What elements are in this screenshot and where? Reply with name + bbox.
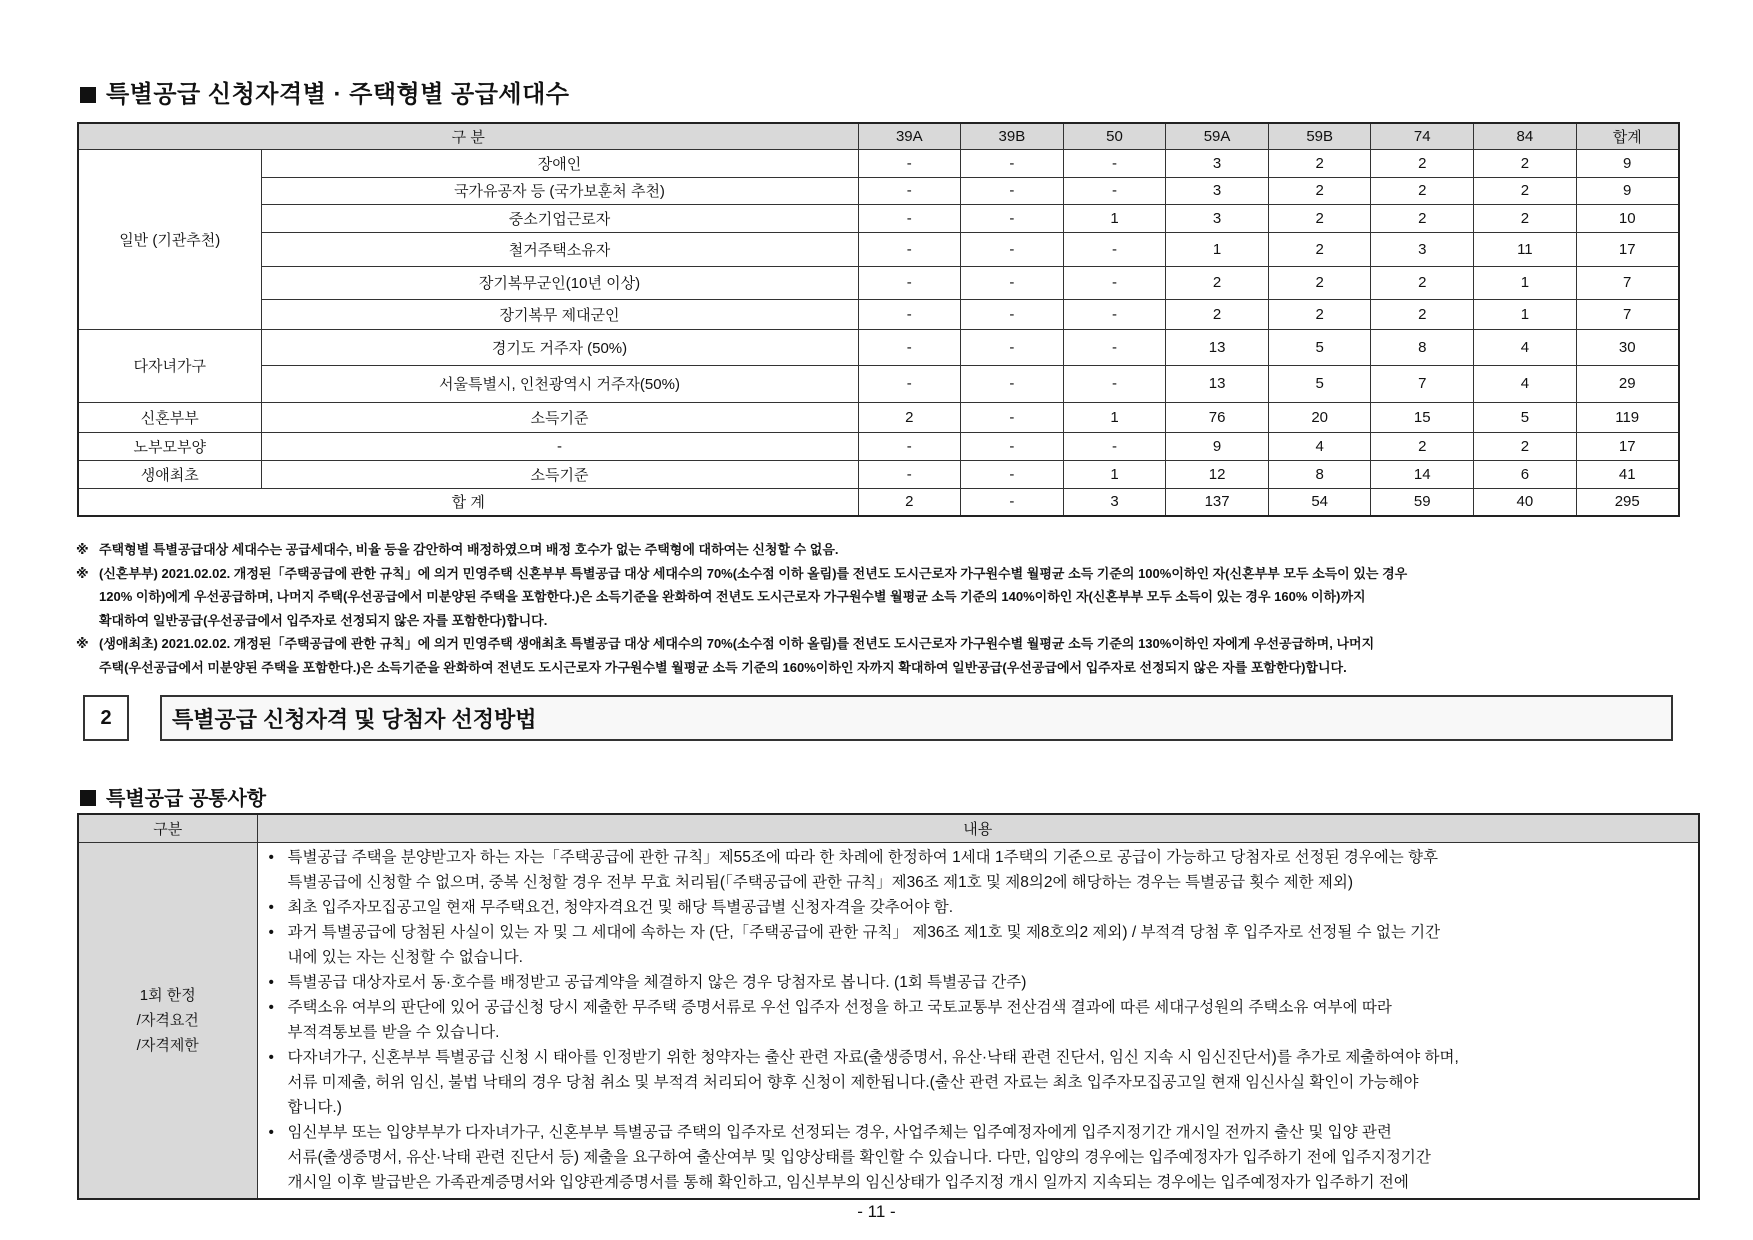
list-item <box>258 1045 1699 1120</box>
table-row <box>78 177 1679 204</box>
note-line: (신혼부부) 2021.02.02. 개정된「주택공급에 관한 규칙」에 의거 민영주택 신혼부부 특별공급 대상 세대수의 70%(소수점 이하 올림)를 전년도 도시근로자 가구원수별 월평균 소득 기준의 100%이하인 자(신혼부부 모두 소득이 있는 경우 <box>99 565 1408 581</box>
header-col: 39B <box>961 123 1064 149</box>
value-cell: 8 <box>1268 460 1371 488</box>
section-title: 특별공급 신청자격별 · 주택형별 공급세대수 <box>80 74 569 109</box>
value-cell: 11 <box>1474 232 1577 266</box>
total-label: 합 계 <box>78 488 858 516</box>
header-gubun: 구분 <box>78 814 257 843</box>
bullet-icon: • <box>268 849 274 866</box>
value-cell: 2 <box>1371 204 1474 232</box>
group-label: 신혼부부 <box>78 402 261 432</box>
header-col: 84 <box>1474 123 1577 149</box>
bullet-icon: • <box>268 1049 274 1066</box>
list-item <box>258 1120 1699 1195</box>
value-cell: 3 <box>1166 149 1269 177</box>
value-cell: 2 <box>1268 299 1371 329</box>
value-cell: 9 <box>1166 432 1269 460</box>
value-cell: - <box>858 329 961 365</box>
value-cell: 2 <box>1371 432 1474 460</box>
table-row <box>78 299 1679 329</box>
value-cell: - <box>858 232 961 266</box>
value-cell: 8 <box>1371 329 1474 365</box>
value-cell: 13 <box>1166 329 1269 365</box>
note-item <box>76 632 1696 679</box>
row-label: 중소기업근로자 <box>261 204 858 232</box>
bullet-icon: • <box>268 1124 274 1141</box>
value-cell: 2 <box>1268 204 1371 232</box>
note-line: 확대하여 일반공급(우선공급에서 입주자로 선정되지 않은 자를 포함한다)합니다. <box>99 612 548 628</box>
bullet-icon: • <box>268 924 274 941</box>
value-cell: - <box>858 204 961 232</box>
total-cell: 3 <box>1063 488 1166 516</box>
value-cell: - <box>858 365 961 402</box>
value-cell: 3 <box>1371 232 1474 266</box>
list-item <box>258 920 1699 970</box>
value-cell: - <box>858 432 961 460</box>
row-label: 장기복무 제대군인 <box>261 299 858 329</box>
value-cell: - <box>858 177 961 204</box>
value-cell: 6 <box>1474 460 1577 488</box>
total-cell: - <box>961 488 1064 516</box>
row-label: 철거주택소유자 <box>261 232 858 266</box>
category-cell: 1회 한정 /자격요건 /자격제한 <box>78 843 257 1200</box>
header-content: 내용 <box>257 814 1699 843</box>
note-line: 주택형별 특별공급대상 세대수는 공급세대수, 비율 등을 감안하여 배정하였으며 배정 호수가 없는 주택형에 대하여는 신청할 수 없음. <box>99 542 839 557</box>
header-col: 59B <box>1268 123 1371 149</box>
value-cell: - <box>1063 232 1166 266</box>
list-item <box>258 895 1699 920</box>
value-cell: 17 <box>1576 432 1679 460</box>
total-row <box>78 488 1679 516</box>
value-cell: 119 <box>1576 402 1679 432</box>
value-cell: 3 <box>1166 204 1269 232</box>
item-line: 특별공급 주택을 분양받고자 하는 자는「주택공급에 관한 규칙」제55조에 따라 한 차례에 한정하여 1세대 1주택의 기준으로 공급이 가능하고 당첨자로 선정된 경우에는 향후 <box>287 849 1438 866</box>
total-cell: 137 <box>1166 488 1269 516</box>
table-row <box>78 402 1679 432</box>
note-line: (생애최초) 2021.02.02. 개정된「주택공급에 관한 규칙」에 의거 민영주택 생애최초 특별공급 대상 세대수의 70%(소수점 이하 올림)를 전년도 도시근로자 가구원수별 월평균 소득 기준의 130%이하인 자에게 우선공급하며, 나머지 <box>99 636 1375 651</box>
value-cell: 2 <box>1474 149 1577 177</box>
item-line: 서류 미제출, 허위 임신, 불법 낙태의 경우 당첨 취소 및 부적격 처리되어 향후 신청이 제한됩니다.(출산 관련 자료는 최초 입주자모집공고일 현재 임신사실 확인이 가능해야 <box>287 1074 1419 1091</box>
value-cell: 14 <box>1371 460 1474 488</box>
value-cell: 4 <box>1474 365 1577 402</box>
value-cell: - <box>1063 177 1166 204</box>
value-cell: - <box>961 329 1064 365</box>
notes <box>76 538 1696 679</box>
value-cell: - <box>1063 266 1166 299</box>
value-cell: - <box>961 432 1064 460</box>
table-row <box>78 365 1679 402</box>
value-cell: 2 <box>1371 299 1474 329</box>
item-line: 특별공급에 신청할 수 없으며, 중복 신청할 경우 전부 무효 처리됨(「주택공급에 관한 규칙」제36조 제1호 및 제8의2에 해당하는 경우는 특별공급 횟수 제한 제외) <box>287 874 1353 891</box>
value-cell: 9 <box>1576 149 1679 177</box>
value-cell: - <box>961 299 1064 329</box>
value-cell: - <box>1063 329 1166 365</box>
value-cell: 15 <box>1371 402 1474 432</box>
value-cell: 2 <box>1474 432 1577 460</box>
value-cell: - <box>961 204 1064 232</box>
value-cell: 2 <box>1268 232 1371 266</box>
value-cell: 5 <box>1268 365 1371 402</box>
item-line: 임신부부 또는 입양부부가 다자녀가구, 신혼부부 특별공급 주택의 입주자로 선정되는 경우, 사업주체는 입주예정자에게 입주지정기간 개시일 전까지 출산 및 입양 관련 <box>287 1124 1392 1141</box>
header-col: 39A <box>858 123 961 149</box>
value-cell: - <box>961 402 1064 432</box>
table-row <box>78 149 1679 177</box>
value-cell: 1 <box>1166 232 1269 266</box>
value-cell: 9 <box>1576 177 1679 204</box>
value-cell: 1 <box>1063 402 1166 432</box>
value-cell: 3 <box>1166 177 1269 204</box>
value-cell: 30 <box>1576 329 1679 365</box>
item-line: 합니다.) <box>287 1099 342 1116</box>
value-cell: 5 <box>1268 329 1371 365</box>
header-col: 59A <box>1166 123 1269 149</box>
reference-mark-icon: ※ <box>76 542 89 557</box>
value-cell: - <box>1063 299 1166 329</box>
list-item <box>258 970 1699 995</box>
row-label: 서울특별시, 인천광역시 거주자(50%) <box>261 365 858 402</box>
value-cell: - <box>961 177 1064 204</box>
value-cell: 2 <box>1268 149 1371 177</box>
value-cell: 1 <box>1063 460 1166 488</box>
item-line: 특별공급 대상자로서 동·호수를 배정받고 공급계약을 체결하지 않은 경우 당첨자로 봅니다. (1회 특별공급 간주) <box>287 974 1027 991</box>
value-cell: 1 <box>1474 299 1577 329</box>
value-cell: - <box>1063 365 1166 402</box>
item-line: 서류(출생증명서, 유산·낙태 관련 진단서 등) 제출을 요구하여 출산여부 및 입양상태를 확인할 수 있습니다. 다만, 입양의 경우에는 입주예정자가 입주하기 전에 입주지정기간 <box>287 1149 1431 1166</box>
table-row <box>78 460 1679 488</box>
page-number: - 11 - <box>857 1202 896 1221</box>
row-label: - <box>261 432 858 460</box>
item-line: 개시일 이후 발급받은 가족관계증명서와 입양관계증명서를 통해 확인하고, 임신부부의 임신상태가 입주지정 개시 일까지 지속되는 경우에는 입주예정자가 입주하기 전에 <box>287 1174 1409 1191</box>
value-cell: 2 <box>1371 266 1474 299</box>
value-cell: 12 <box>1166 460 1269 488</box>
value-cell: - <box>858 266 961 299</box>
group-label: 일반 (기관추천) <box>78 149 261 329</box>
item-line: 내에 있는 자는 신청할 수 없습니다. <box>287 949 523 966</box>
item-line: 주택소유 여부의 판단에 있어 공급신청 당시 제출한 무주택 증명서류로 우선 입주자 선정을 하고 국토교통부 전산검색 결과에 따른 세대구성원의 주택소유 여부에 따라 <box>287 999 1392 1016</box>
table-row <box>78 266 1679 299</box>
table-row <box>78 204 1679 232</box>
row-label: 장애인 <box>261 149 858 177</box>
value-cell: 2 <box>1166 266 1269 299</box>
common-table <box>77 813 1700 1200</box>
value-cell: 29 <box>1576 365 1679 402</box>
header-category: 구 분 <box>78 123 858 149</box>
value-cell: 2 <box>1371 149 1474 177</box>
note-line: 120% 이하)에게 우선공급하며, 나머지 주택(우선공급에서 미분양된 주택을 포함한다.)은 소득기준을 완화하여 전년도 도시근로자 가구원수별 월평균 소득 기준의 140%이하인 자(신혼부부 모두 소득이 있는 경우 160% 이하)까지 <box>99 589 1366 604</box>
note-item <box>76 538 1696 562</box>
bullet-icon: • <box>268 899 274 916</box>
list-item <box>258 995 1699 1045</box>
common-title: 특별공급 공통사항 <box>80 782 266 811</box>
group-label: 생애최초 <box>78 460 261 488</box>
value-cell: 13 <box>1166 365 1269 402</box>
value-cell: - <box>961 232 1064 266</box>
value-cell: 5 <box>1474 402 1577 432</box>
bullet-icon: • <box>268 999 274 1016</box>
value-cell: - <box>1063 432 1166 460</box>
table-row <box>78 329 1679 365</box>
value-cell: 2 <box>1268 177 1371 204</box>
value-cell: 4 <box>1474 329 1577 365</box>
value-cell: - <box>1063 149 1166 177</box>
value-cell: 2 <box>1474 204 1577 232</box>
value-cell: 2 <box>1371 177 1474 204</box>
value-cell: 2 <box>1166 299 1269 329</box>
value-cell: 2 <box>858 402 961 432</box>
value-cell: 1 <box>1063 204 1166 232</box>
row-label: 경기도 거주자 (50%) <box>261 329 858 365</box>
total-cell: 40 <box>1474 488 1577 516</box>
note-line: 주택(우선공급에서 미분양된 주택을 포함한다.)은 소득기준을 완화하여 전년도 도시근로자 가구원수별 월평균 소득 기준의 160%이하인 자까지 확대하여 일반공급(우선공급에서 입주자로 선정되지 않은 자를 포함한다)합니다. <box>99 659 1347 675</box>
item-line: 과거 특별공급에 당첨된 사실이 있는 자 및 그 세대에 속하는 자 (단,「주택공급에 관한 규칙」 제36조 제1호 및 제8호의2 제외) / 부적격 당첨 후 입주자로 선정될 수 없는 기간 <box>287 924 1441 941</box>
table-row <box>78 432 1679 460</box>
value-cell: - <box>961 266 1064 299</box>
reference-mark-icon: ※ <box>76 565 89 581</box>
group-label: 다자녀가구 <box>78 329 261 402</box>
total-cell: 54 <box>1268 488 1371 516</box>
value-cell: 20 <box>1268 402 1371 432</box>
value-cell: 17 <box>1576 232 1679 266</box>
row-label: 국가유공자 등 (국가보훈처 추천) <box>261 177 858 204</box>
row-label: 소득기준 <box>261 402 858 432</box>
value-cell: 4 <box>1268 432 1371 460</box>
header-col: 74 <box>1371 123 1474 149</box>
total-cell: 295 <box>1576 488 1679 516</box>
item-line: 다자녀가구, 신혼부부 특별공급 신청 시 태아를 인정받기 위한 청약자는 출산 관련 자료(출생증명서, 유산·낙태 관련 진단서, 임신 지속 시 임신진단서)를 추가로 제출하여야 하며, <box>287 1049 1459 1066</box>
square-bullet-icon <box>80 87 96 103</box>
chapter-number: 2 <box>83 695 129 741</box>
value-cell: 7 <box>1576 299 1679 329</box>
row-label: 장기복무군인(10년 이상) <box>261 266 858 299</box>
reference-mark-icon: ※ <box>76 636 89 651</box>
value-cell: 2 <box>1474 177 1577 204</box>
value-cell: - <box>858 149 961 177</box>
value-cell: 7 <box>1576 266 1679 299</box>
value-cell: - <box>961 460 1064 488</box>
item-line: 최초 입주자모집공고일 현재 무주택요건, 청약자격요건 및 해당 특별공급별 신청자격을 갖추어야 함. <box>287 899 954 916</box>
value-cell: 2 <box>1268 266 1371 299</box>
content-list <box>258 843 1699 1198</box>
square-bullet-icon <box>80 790 96 806</box>
value-cell: 7 <box>1371 365 1474 402</box>
value-cell: 76 <box>1166 402 1269 432</box>
header-col: 50 <box>1063 123 1166 149</box>
supply-table <box>77 122 1680 517</box>
value-cell: 41 <box>1576 460 1679 488</box>
value-cell: 10 <box>1576 204 1679 232</box>
total-cell: 2 <box>858 488 961 516</box>
value-cell: - <box>961 149 1064 177</box>
value-cell: - <box>858 460 961 488</box>
group-label: 노부모부양 <box>78 432 261 460</box>
value-cell: 1 <box>1474 266 1577 299</box>
bullet-icon: • <box>268 974 274 991</box>
list-item <box>258 845 1699 895</box>
value-cell: - <box>961 365 1064 402</box>
chapter-title: 특별공급 신청자격 및 당첨자 선정방법 <box>160 695 1673 741</box>
item-line: 부적격통보를 받을 수 있습니다. <box>287 1024 500 1041</box>
table-row <box>78 232 1679 266</box>
value-cell: - <box>858 299 961 329</box>
header-col: 합계 <box>1576 123 1679 149</box>
note-item <box>76 562 1696 633</box>
total-cell: 59 <box>1371 488 1474 516</box>
row-label: 소득기준 <box>261 460 858 488</box>
